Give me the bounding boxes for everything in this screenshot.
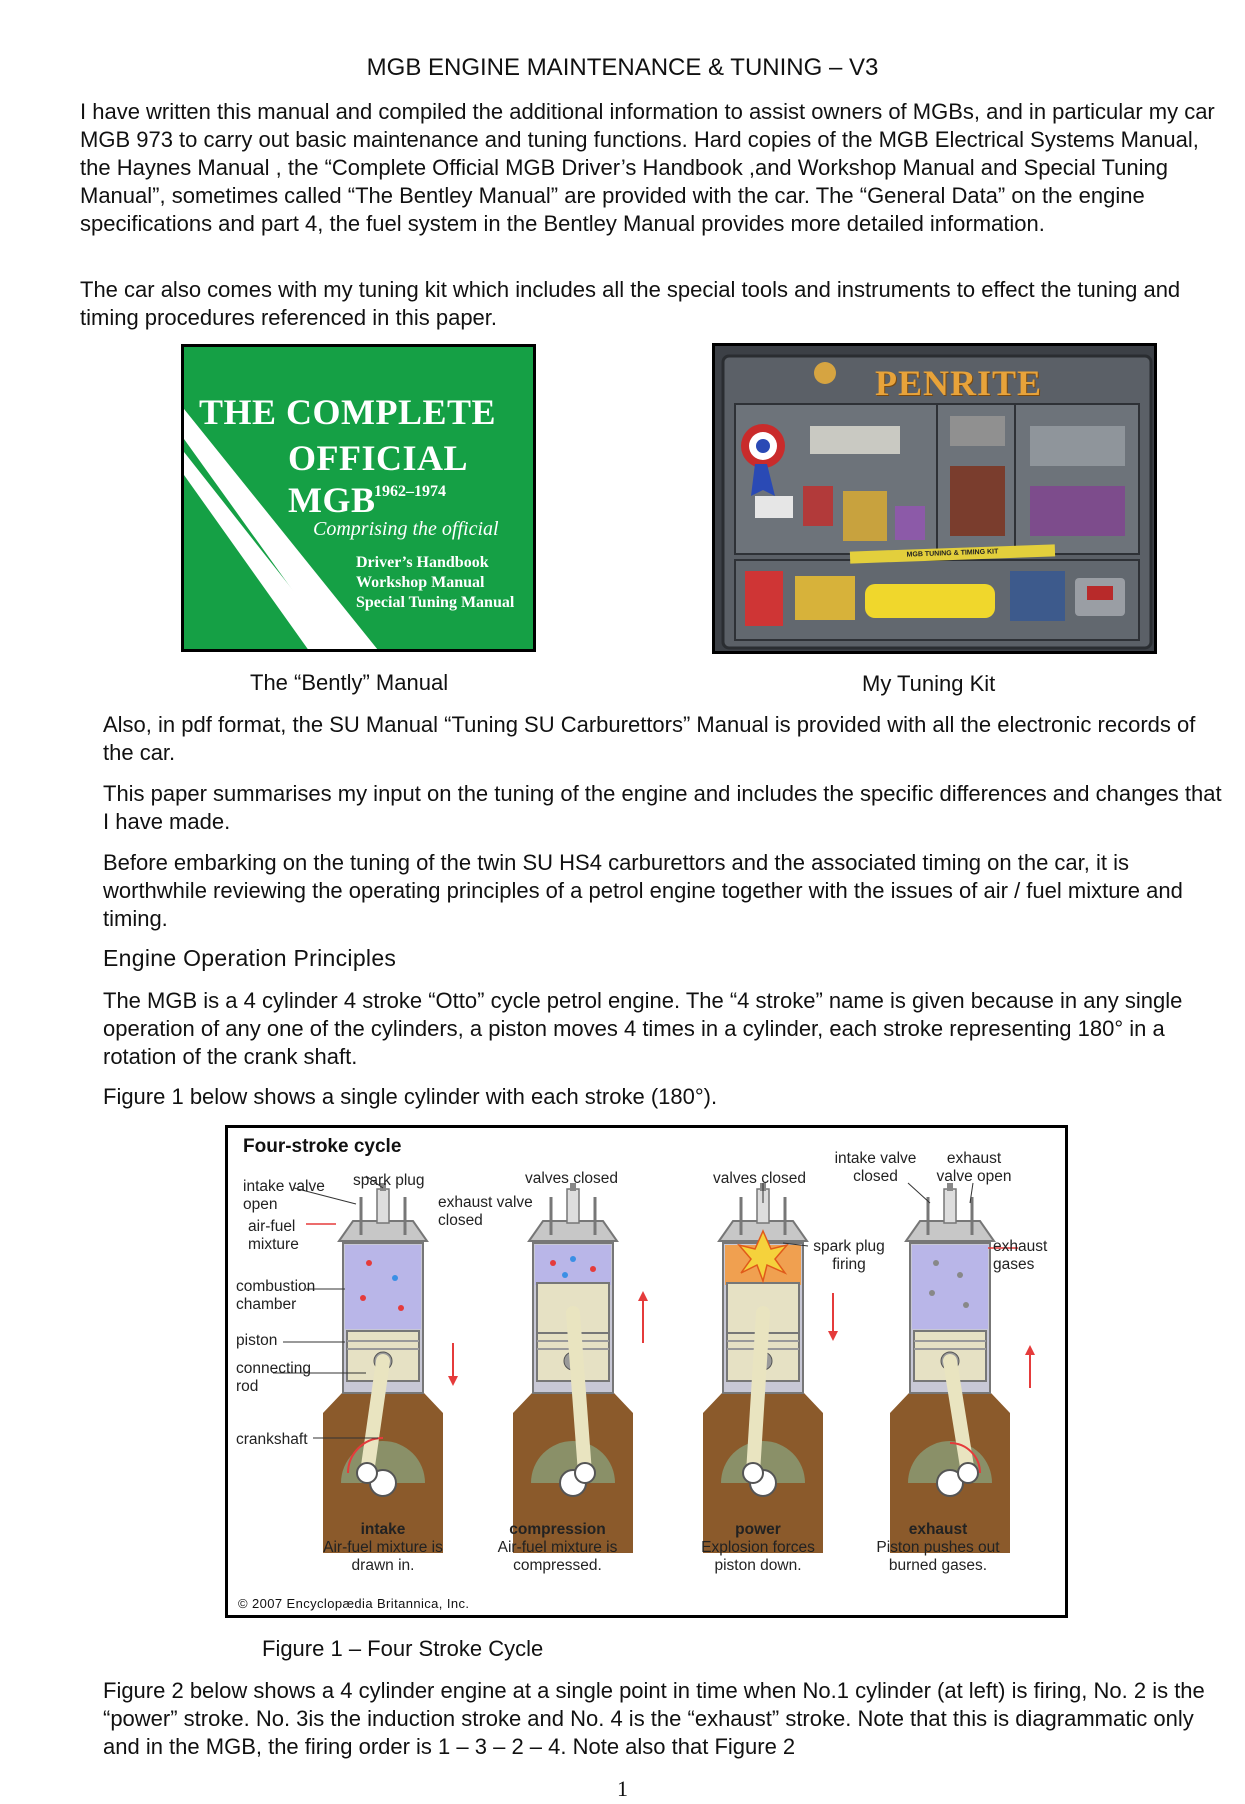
label-intake-valve-open: intake valve open	[243, 1178, 325, 1213]
before-tuning-paragraph: Before embarking on the tuning of the twin SU HS4 carburettors and the associated timing on the car, it is worthwhile reviewing the operating principles of a petrol engine together with the issues of air / fuel mixture and timing.	[103, 850, 1183, 931]
intro-paragraph: I have written this manual and compiled the additional information to assist owners of MGBs, and in particular my car MGB 973 to carry out basic maintenance and tuning functions. Hard copies of the MGB Electrical Systems Manual, the Haynes Manual , the “Complete Official MGB Driver’s Handbook ,and Workshop Manual and Special Tuning Manual”, sometimes called “The Bentley Manual” are provided with the car. The “General Data” on the engine specifications and part 4, the fuel system in the Bentley Manual provides more detailed information.	[80, 99, 1215, 236]
label-exhaust-valve-closed: exhaust valve closed	[438, 1194, 533, 1229]
section-heading: Engine Operation Principles	[103, 945, 397, 971]
stroke-power	[683, 1521, 833, 1575]
stroke-compression	[490, 1521, 625, 1575]
summary-paragraph: This paper summarises my input on the tuning of the engine and includes the specific differences and changes that I have made.	[103, 781, 1222, 834]
figure1-intro-paragraph: Figure 1 below shows a single cylinder with each stroke (180°).	[103, 1084, 718, 1109]
stroke-desc: Explosion forces piston down.	[701, 1539, 815, 1574]
cover-title-line1: THE COMPLETE	[199, 392, 497, 432]
label-crankshaft: crankshaft	[236, 1431, 308, 1448]
label-valves-closed: valves closed	[713, 1170, 807, 1187]
su-manual-paragraph: Also, in pdf format, the SU Manual “Tuning SU Carburettors” Manual is provided with all the electronic records of the car.	[103, 712, 1196, 765]
stroke-desc: Air-fuel mixture is drawn in.	[323, 1539, 443, 1574]
figure-copyright: © 2007 Encyclopædia Britannica, Inc.	[238, 1596, 470, 1611]
figure1-caption: Figure 1 – Four Stroke Cycle	[262, 1636, 544, 1661]
stroke-name: exhaust	[908, 1521, 968, 1538]
cover-years: 1962–1974	[374, 483, 446, 500]
figure-title: Four-stroke cycle	[243, 1136, 402, 1157]
stroke-desc: Piston pushes out burned gases.	[876, 1539, 1000, 1574]
kit-brand-label: PENRITE	[875, 363, 1043, 403]
bentley-manual-cover-image	[181, 344, 536, 652]
document-title: MGB ENGINE MAINTENANCE & TUNING – V3	[366, 54, 879, 81]
label-valves-closed: valves closed	[525, 1170, 619, 1187]
tuning-kit-photo	[712, 343, 1157, 654]
kit-caption: My Tuning Kit	[862, 671, 996, 696]
label-exhaust-gases: exhaust gases	[993, 1238, 1048, 1273]
page-number: 1	[617, 1776, 628, 1801]
tuning-kit-paragraph: The car also comes with my tuning kit which includes all the special tools and instruments to effect the tuning and timing procedures referenced in this paper.	[80, 277, 1181, 330]
book-caption: The “Bently” Manual	[250, 670, 449, 695]
stroke-name: power	[735, 1521, 781, 1538]
cover-item: Workshop Manual	[356, 574, 485, 591]
kit-strip-label: MGB TUNING & TIMING KIT	[850, 544, 1055, 563]
cover-comprising: Comprising the official	[313, 518, 499, 540]
label-combustion-chamber: combustion chamber	[236, 1278, 316, 1313]
four-stroke-cycle-figure	[225, 1125, 1068, 1618]
cover-title-line2: OFFICIAL MGB	[288, 438, 467, 520]
label-spark-plug-firing: spark plug firing	[813, 1238, 885, 1273]
cover-contents-list	[356, 553, 514, 613]
label-exhaust-valve-open: exhaust valve open	[936, 1150, 1012, 1185]
label-intake-valve-closed: intake valve closed	[834, 1150, 917, 1185]
stroke-exhaust	[863, 1521, 1013, 1575]
otto-cycle-paragraph: The MGB is a 4 cylinder 4 stroke “Otto” cycle petrol engine. The “4 stroke” name is given because in any single operation of any one of the cylinders, a piston moves 4 times in a cylinder, each stroke representing 180° in a rotation of the crank shaft.	[103, 988, 1183, 1069]
stroke-name: compression	[509, 1521, 606, 1538]
stroke-name: intake	[360, 1521, 406, 1538]
figure2-intro-paragraph: Figure 2 below shows a 4 cylinder engine at a single point in time when No.1 cylinder (at left) is firing, No. 2 is the “power” stroke. No. 3is the induction stroke and No. 4 is the “exhaust” stroke. Note that this is diagrammatic only and in the MGB, the firing order is 1 – 3 – 2 – 4. Note also that Figure 2	[103, 1678, 1205, 1759]
stroke-intake	[308, 1521, 458, 1575]
label-air-fuel-mixture: air-fuel mixture	[248, 1218, 299, 1253]
cover-item: Driver’s Handbook	[356, 554, 489, 571]
label-spark-plug: spark plug	[353, 1172, 425, 1189]
label-piston: piston	[236, 1332, 278, 1349]
label-connecting-rod: connecting rod	[236, 1360, 311, 1395]
cover-item: Special Tuning Manual	[356, 594, 515, 611]
stroke-desc: Air-fuel mixture is compressed.	[497, 1539, 618, 1574]
